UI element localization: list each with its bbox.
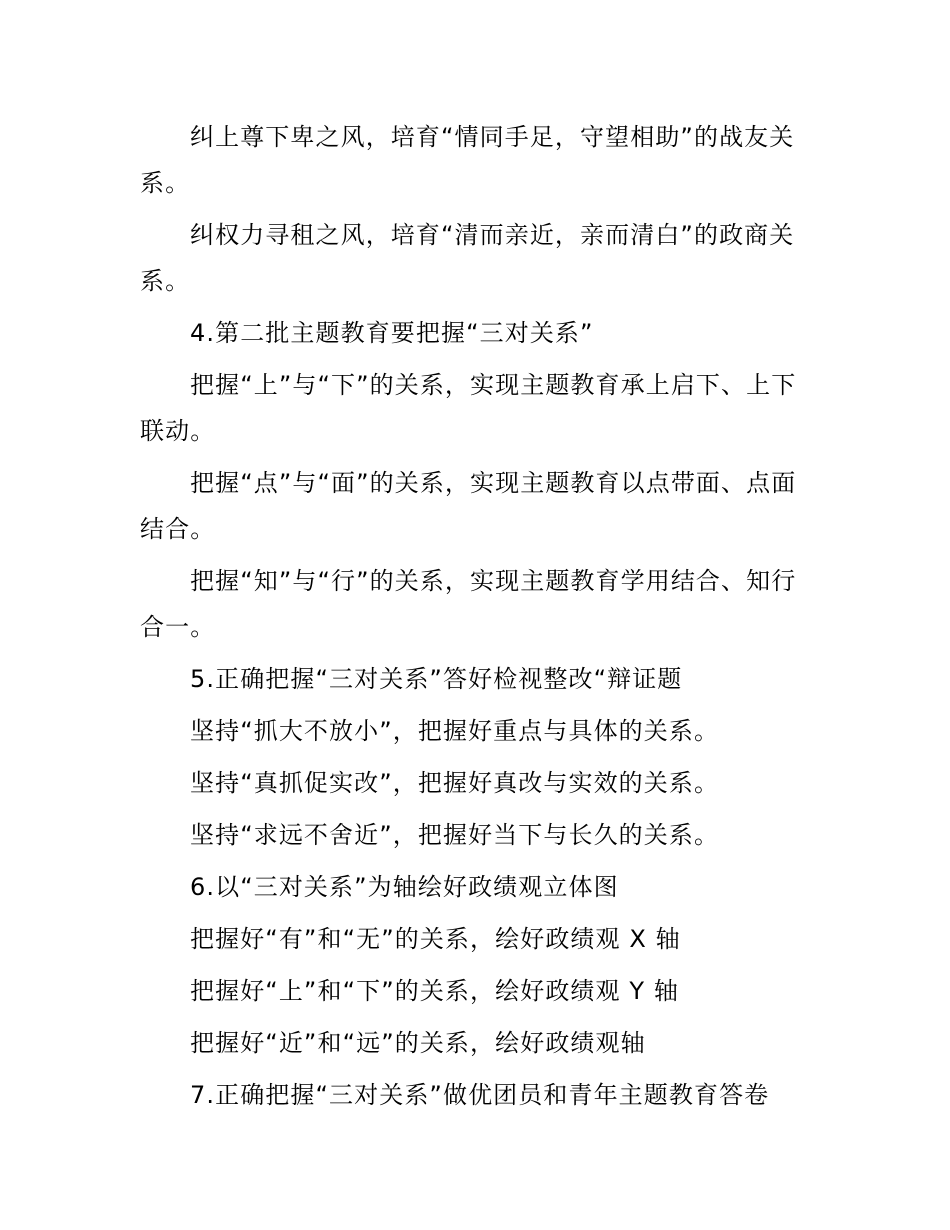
paragraph: 坚持“真抓促实改”，把握好真改与实效的关系。 [190, 769, 720, 797]
paragraph: 纠上尊下卑之风，培育“情同手足，守望相助”的战友关系。 [140, 123, 795, 197]
paragraph: 把握好“近”和“远”的关系，绘好政绩观轴 [190, 1029, 646, 1057]
paragraph: 把握“知”与“行”的关系，实现主题教育学用结合、知行合一。 [140, 567, 797, 641]
section-heading: 4.第二批主题教育要把握“三对关系” [190, 319, 594, 347]
paragraph: 把握“上”与“下”的关系，实现主题教育承上启下、上下联动。 [140, 371, 797, 445]
paragraph: 把握“点”与“面”的关系，实现主题教育以点带面、点面结合。 [140, 469, 797, 543]
paragraph: 坚持“求远不舍近”，把握好当下与长久的关系。 [190, 821, 720, 849]
paragraph: 坚持“抓大不放小”，把握好重点与具体的关系。 [190, 717, 720, 745]
section-heading: 7.正确把握“三对关系”做优团员和青年主题教育答卷 [190, 1081, 770, 1109]
paragraph: 把握好“有”和“无”的关系，绘好政绩观 X 轴 [190, 925, 681, 953]
paragraph: 纠权力寻租之风，培育“清而亲近，亲而清白”的政商关系。 [140, 221, 795, 295]
section-heading: 6.以“三对关系”为轴绘好政绩观立体图 [190, 873, 619, 901]
paragraph: 把握好“上”和“下”的关系，绘好政绩观 Y 轴 [190, 977, 679, 1005]
section-heading: 5.正确把握“三对关系”答好检视整改“辩证题 [190, 665, 683, 693]
document-body [140, 114, 810, 1124]
